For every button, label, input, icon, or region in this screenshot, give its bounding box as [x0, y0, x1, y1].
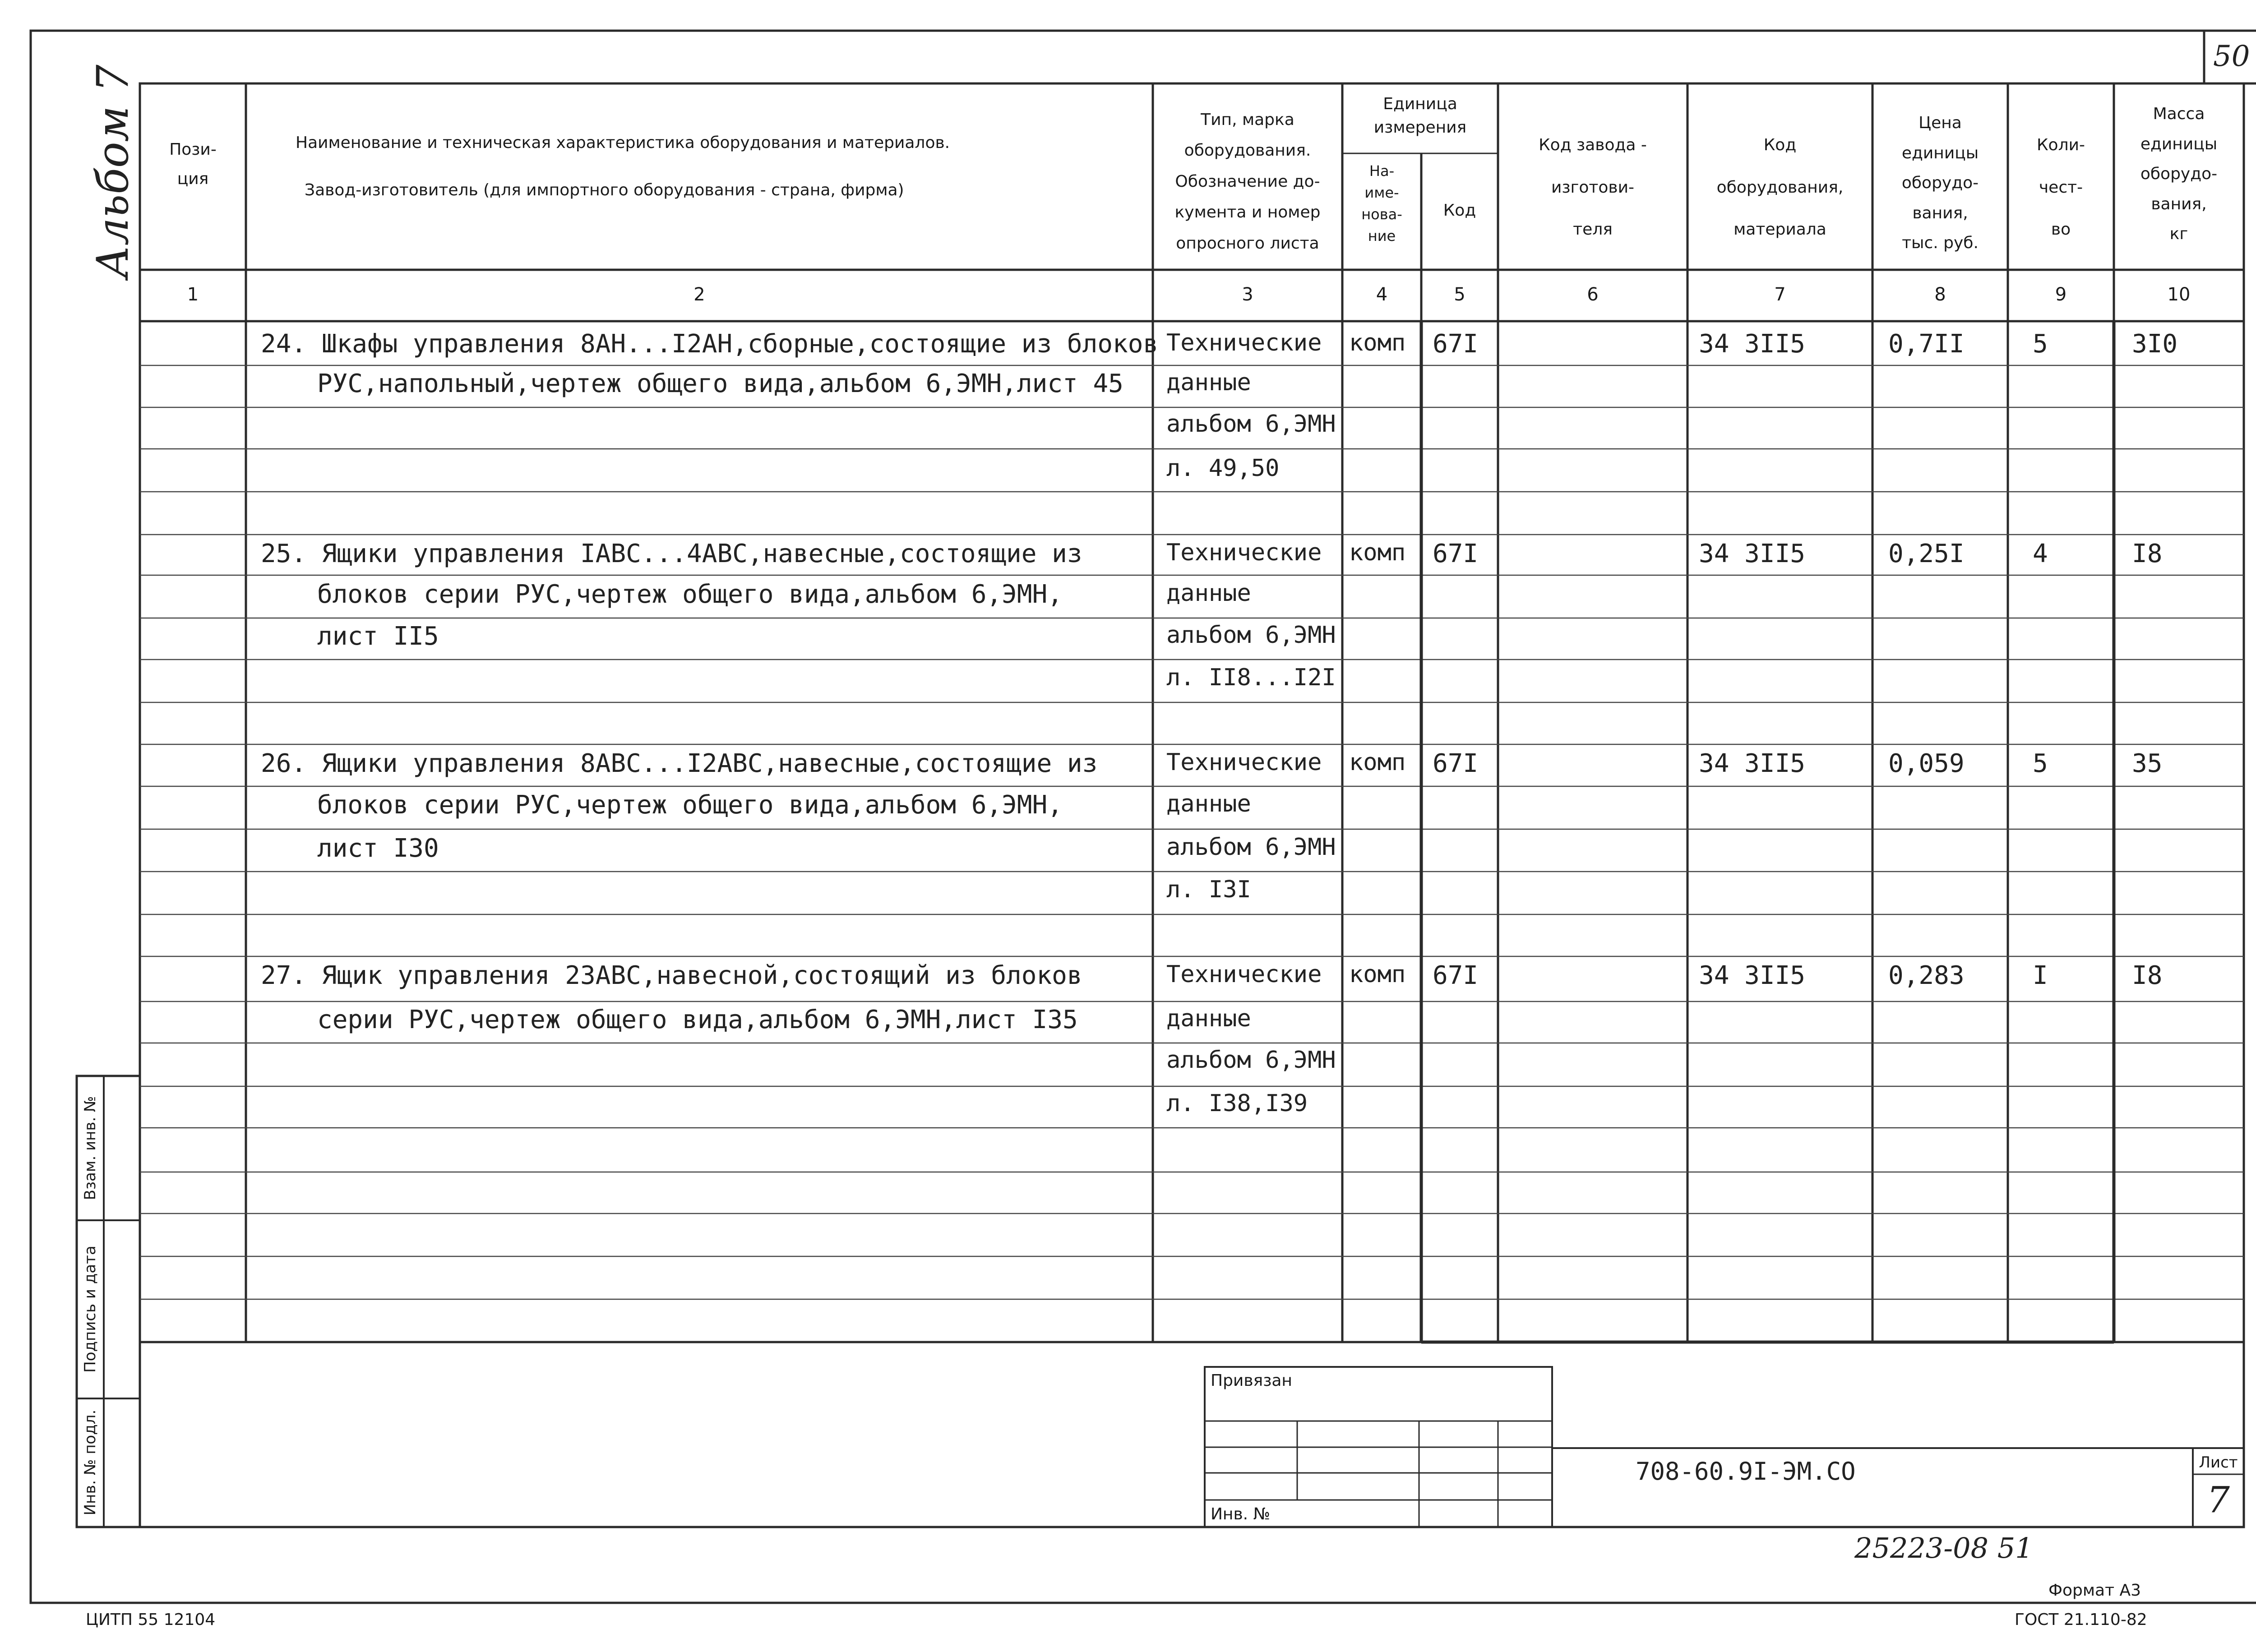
header-unit-group: Единица измерения	[1373, 95, 1467, 137]
column-number: 8	[1934, 284, 1946, 305]
item-25-doc-line: Технические	[1166, 539, 1322, 566]
sheet-label: Лист	[2199, 1454, 2238, 1472]
item-26-doc-line: альбом 6,ЭМН	[1166, 834, 1336, 861]
column-number: 3	[1242, 284, 1253, 305]
item-25-equipment-code: 34 3II5	[1699, 539, 1806, 568]
column-number: 9	[2055, 284, 2067, 305]
item-24-doc-line: альбом 6,ЭМН	[1166, 411, 1336, 438]
header-equipment-code: Код оборудования, материала	[1716, 136, 1844, 239]
header-position: Пози- ция	[169, 140, 217, 188]
item-25-unit: комп	[1349, 539, 1406, 566]
document-code: 708-60.9I-ЭМ.СО	[1636, 1457, 1856, 1486]
item-24-unit: комп	[1349, 329, 1406, 356]
item-26-unit: комп	[1349, 749, 1406, 776]
item-24-mass: 3I0	[2132, 329, 2178, 359]
header-unit-name: На- име- нова- ние	[1361, 162, 1402, 245]
item-27-price: 0,283	[1888, 961, 1965, 990]
header-name-line1: Наименование и техническая характеристика оборудования и материалов.	[296, 134, 950, 152]
item-25-unit-code: 67I	[1433, 539, 1479, 568]
item-26-doc-line: Технические	[1166, 749, 1322, 776]
title-block-inv-no: Инв. №	[1211, 1505, 1271, 1523]
item-27-unit-code: 67I	[1433, 961, 1479, 990]
column-number: 2	[693, 284, 705, 305]
item-25-price: 0,25I	[1888, 539, 1965, 568]
item-24-equipment-code: 34 3II5	[1699, 329, 1806, 359]
item-24-name-line: РУС,напольный,чертеж общего вида,альбом 6,ЭМН,лист 45	[317, 369, 1123, 398]
item-26-name-line: лист I30	[317, 834, 439, 863]
item-26-unit-code: 67I	[1433, 749, 1479, 778]
side-stamp-signature-date: Подпись и дата	[81, 1246, 99, 1373]
album-label: Альбом 7	[88, 65, 138, 278]
sheet-number: 7	[2207, 1479, 2230, 1521]
item-25-mass: I8	[2132, 539, 2163, 568]
item-25-name-line: блоков серии РУС,чертеж общего вида,альбом 6,ЭМН,	[317, 580, 1063, 609]
column-number: 6	[1587, 284, 1599, 305]
item-26-name-line: 26. Ящики управления 8АВС...I2АВС,навесные,состоящие из	[261, 749, 1098, 778]
column-number: 5	[1454, 284, 1465, 305]
tsitp-label: ЦИТП 55 12104	[86, 1610, 216, 1629]
title-block-privyazan: Привязан	[1211, 1371, 1292, 1390]
item-27-mass: I8	[2132, 961, 2163, 990]
header-mass: Масса единицы оборудо- вания, кг	[2140, 105, 2218, 244]
item-24-unit-code: 67I	[1433, 329, 1479, 359]
item-25-doc-line: л. II8...I2I	[1166, 664, 1336, 691]
item-25-name-line: лист II5	[317, 622, 439, 651]
item-24-doc-line: Технические	[1166, 329, 1322, 356]
header-unit-code: Код	[1443, 201, 1476, 220]
item-27-doc-line: л. I38,I39	[1166, 1090, 1308, 1117]
side-stamp-original-inv: Инв. № подл.	[81, 1409, 99, 1516]
item-27-unit: комп	[1349, 961, 1406, 988]
item-27-doc-line: данные	[1166, 1005, 1251, 1032]
item-27-doc-line: альбом 6,ЭМН	[1166, 1047, 1336, 1074]
column-number: 7	[1774, 284, 1786, 305]
handwritten-archive-number: 25223-08 51	[1854, 1532, 2033, 1564]
column-number: 4	[1376, 284, 1388, 305]
header-price: Цена единицы оборудо- вания, тыс. руб.	[1901, 114, 1979, 253]
column-number: 1	[187, 284, 199, 305]
side-stamp-replacement-inv: Взам. инв. №	[81, 1096, 99, 1200]
gost-label: ГОСТ 21.110-82	[2015, 1610, 2147, 1629]
item-27-quantity: I	[2033, 961, 2048, 990]
header-name-line2: Завод-изготовитель (для импортного оборудования - страна, фирма)	[305, 181, 904, 199]
item-26-name-line: блоков серии РУС,чертеж общего вида,альбом 6,ЭМН,	[317, 790, 1063, 820]
item-26-mass: 35	[2132, 749, 2163, 778]
header-type: Тип, марка оборудования. Обозначение до- кумента и номер опросного листа	[1174, 111, 1321, 253]
item-26-price: 0,059	[1888, 749, 1965, 778]
item-26-doc-line: л. I3I	[1166, 876, 1251, 903]
header-quantity: Коли- чест- во	[2037, 136, 2085, 239]
column-number: 10	[2167, 284, 2191, 305]
item-26-quantity: 5	[2033, 749, 2048, 778]
item-24-doc-line: данные	[1166, 369, 1251, 396]
item-27-doc-line: Технические	[1166, 961, 1322, 988]
item-24-doc-line: л. 49,50	[1166, 455, 1280, 482]
item-25-doc-line: данные	[1166, 580, 1251, 607]
sheet-corner-number: 50	[2213, 40, 2250, 73]
paper-format: Формат А3	[2048, 1581, 2141, 1600]
item-27-name-line: серии РУС,чертеж общего вида,альбом 6,ЭМН,лист I35	[317, 1005, 1078, 1034]
item-24-quantity: 5	[2033, 329, 2048, 359]
item-25-doc-line: альбом 6,ЭМН	[1166, 622, 1336, 649]
header-factory-code: Код завода - изготови- теля	[1539, 136, 1647, 239]
item-26-doc-line: данные	[1166, 790, 1251, 817]
item-24-name-line: 24. Шкафы управления 8АН...I2АН,сборные,состоящие из блоков	[261, 329, 1159, 359]
item-24-price: 0,7II	[1888, 329, 1965, 359]
item-26-equipment-code: 34 3II5	[1699, 749, 1806, 778]
item-25-quantity: 4	[2033, 539, 2048, 568]
item-27-name-line: 27. Ящик управления 23АВС,навесной,состоящий из блоков	[261, 961, 1082, 990]
item-27-equipment-code: 34 3II5	[1699, 961, 1806, 990]
item-25-name-line: 25. Ящики управления IАВС...4АВС,навесные,состоящие из	[261, 539, 1082, 568]
